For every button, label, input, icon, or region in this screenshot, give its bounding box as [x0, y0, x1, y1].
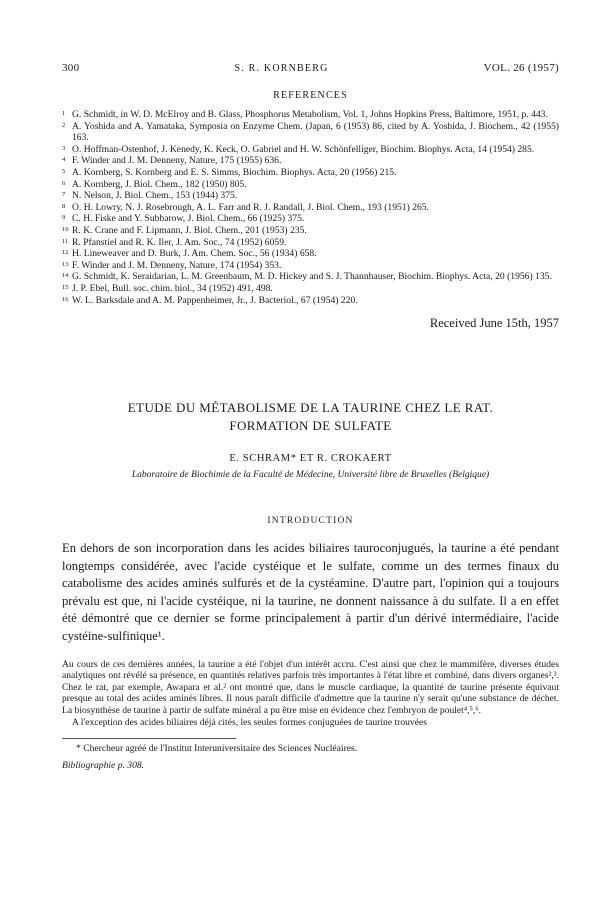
reference-number: 3 [62, 144, 66, 152]
intro-paragraph-small: Au cours de ces dernières années, la taurine a été l'objet d'un intérêt accru. C'est ainsi que chez le mammifère, diverses études analytiques ont révélé sa présence, en quantités relatives parfois très importantes à l'état libre et combiné, dans divers organes²,³. Chez le rat, par exemple, Awapara et al.² ont montré que, dans le muscle cardiaque, la quantité de taurine présente équivaut presque au total des acides aminés libres. Il nous paraît difficile d'admettre que la taurine n'y serait qu'une substance de déchet. La biosynthèse de taurine à partir de sulfate minéral a pu être mise en évidence chez l'embryon de poulet⁴,⁵,⁶. [62, 658, 559, 717]
reference-text: W. L. Barksdale and A. M. Pappenheimer, Jr., J. Bacteriol., 67 (1954) 220. [72, 294, 358, 306]
reference-item [62, 237, 559, 249]
reference-text: R. Pfanstiel and R. K. Iler, J. Am. Soc., 74 (1952) 6059. [72, 236, 287, 248]
journal-page [62, 62, 559, 771]
reference-number: 15 [62, 283, 69, 291]
reference-text: G. Schmidt, K. Seraidarian, L. M. Greenbaum, M. D. Hickey and S. J. Thannhauser, Biochim. Biophys. Acta, 20 (1956) 135. [72, 271, 552, 283]
reference-item [62, 109, 559, 121]
reference-number: 6 [62, 179, 66, 187]
reference-text: A. Yoshida and A. Yamataka, Symposia on Enzyme Chem. (Japan, 6 (1953) 86, cited by A. Yoshida, J. Biochem., 42 (1955) 163. [72, 120, 559, 144]
reference-number: 5 [62, 167, 66, 175]
running-author: S. R. KORNBERG [234, 63, 329, 74]
reference-list [62, 109, 559, 306]
reference-item [62, 190, 559, 202]
reference-number: 14 [62, 272, 69, 280]
reference-item [62, 283, 559, 295]
reference-number: 13 [62, 260, 69, 268]
section-heading-introduction: INTRODUCTION [267, 516, 354, 527]
reference-item [62, 202, 559, 214]
running-header [62, 62, 559, 74]
reference-text: C. H. Fiske and Y. Subbarow, J. Biol. Chem., 66 (1925) 375. [72, 213, 305, 225]
reference-text: H. Lineweaver and D. Burk, J. Am. Chem. Soc., 56 (1934) 658. [72, 248, 317, 260]
reference-text: R. K. Crane and F. Lipmann, J. Biol. Chem., 201 (1953) 235. [72, 224, 307, 236]
bibliography-note: Bibliographie p. 308. [62, 760, 145, 772]
reference-number: 2 [62, 121, 66, 129]
reference-item [62, 295, 559, 307]
article-title-line-1: ETUDE DU MÉTABOLISME DE LA TAURINE CHEZ LE RAT. [127, 400, 494, 416]
reference-number: 16 [62, 295, 69, 303]
intro-paragraph-large: En dehors de son incorporation dans les acides biliaires tauroconjugués, la taurine a été pendant longtemps considérée, avec l'acide cystéique et le sulfate, comme un des termes finaux du catabolisme des acides aminés sulfurés et de la cystéamine. D'autre part, l'opinion qui a toujours prévalu est que, ni l'acide cystéique, ni la taurine, ne donnent naissance à du sulfate. Il a en effet été démontré que ce dernier se forme principalement à partir d'un dérivé intermédiaire, l'acide cystéine-sulfinique¹. [62, 541, 559, 644]
reference-text: A. Kornberg, J. Biol. Chem., 182 (1950) 805. [72, 178, 247, 190]
reference-number: 9 [62, 214, 66, 222]
reference-item [62, 213, 559, 225]
reference-item [62, 225, 559, 237]
reference-item [62, 121, 559, 144]
article-title-line-2: FORMATION DE SULFATE [229, 418, 392, 434]
article-authors: E. SCHRAM* ET R. CROKAERT [229, 453, 392, 465]
article-affiliation: Laboratoire de Biochimie de la Faculté de Médecine, Université libre de Bruxelles (Belgique) [131, 470, 490, 481]
reference-text: N. Nelson, J. Biol. Chem., 153 (1944) 375. [72, 190, 238, 202]
reference-text: J. P. Ebel, Bull. soc. chim. biol., 34 (1952) 491, 498. [72, 282, 273, 294]
footnote-text: * Chercheur agréé de l'Institut Interuniversitaire des Sciences Nucléaires. [76, 743, 358, 755]
reference-number: 8 [62, 202, 66, 210]
reference-number: 12 [62, 249, 69, 257]
reference-item [62, 248, 559, 260]
reference-number: 10 [62, 225, 69, 233]
footnote-rule [62, 738, 236, 739]
reference-item [62, 271, 559, 283]
page-number: 300 [62, 62, 80, 74]
references-heading: REFERENCES [273, 90, 348, 101]
volume-info: VOL. 26 (1957) [483, 62, 559, 74]
reference-item [62, 167, 559, 179]
reference-text: O. Hoffman-Ostenhof, J. Kenedy, K. Keck, O. Gabriel and H. W. Schönfelliger, Biochim. Biophys. Acta, 14 (1954) 285. [72, 143, 535, 155]
reference-text: A. Kornberg, S. Kornberg and E. S. Simms, Biochim. Biophys. Acta, 20 (1956) 215. [72, 166, 397, 178]
reference-item [62, 144, 559, 156]
reference-text: O. H. Lowry, N. J. Rosebrough, A. L. Farr and R. J. Randall, J. Biol. Chem., 193 (1951) 265. [72, 201, 429, 213]
intro-paragraph-small-2: A l'exception des acides biliaires déjà cités, les seules formes conjuguées de taurine trouvées [72, 716, 427, 728]
reference-item [62, 260, 559, 272]
reference-text: F. Winder and J. M. Denneny, Nature, 175 (1955) 636. [72, 155, 282, 167]
article-title [62, 399, 559, 435]
reference-number: 7 [62, 191, 66, 199]
reference-text: G. Schmidt, in W. D. McElroy and B. Glass, Phosphorus Metabolism, Vol. 1, Johns Hopkins Press, Baltimore, 1951, p. 443. [72, 109, 548, 120]
reference-item [62, 179, 559, 191]
received-date: Received June 15th, 1957 [429, 316, 559, 331]
reference-number: 11 [62, 237, 69, 245]
reference-number: 1 [62, 110, 66, 117]
reference-text: F. Winder and J. M. Denneny, Nature, 174 (1954) 353. [72, 259, 282, 271]
reference-number: 4 [62, 156, 66, 164]
reference-item [62, 155, 559, 167]
